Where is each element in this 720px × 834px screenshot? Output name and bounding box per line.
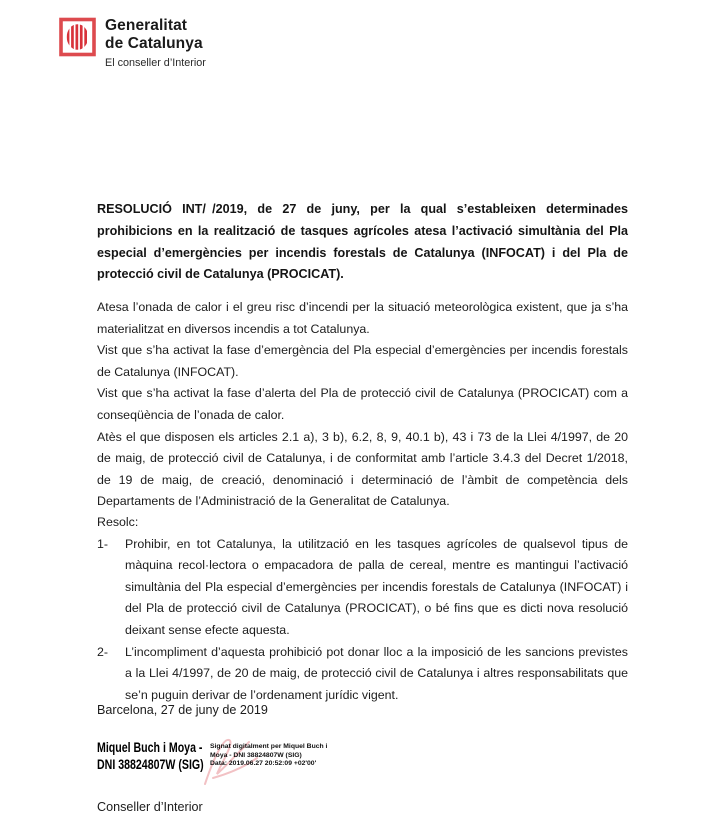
org-name-line2: de Catalunya	[105, 34, 203, 52]
signer-name-line2: DNI 38824807W (SIG)	[97, 756, 204, 772]
org-name-line1: Generalitat	[105, 17, 188, 34]
resolution-item-number: 2-	[97, 644, 109, 659]
resolution-item-1	[97, 534, 628, 642]
signer-name-line1: Miquel Buch i Moya -	[97, 740, 203, 755]
paragraph-ates-legal: Atès el que disposen els articles 2.1 a), 3 b), 6.2, 8, 9, 40.1 b), 43 i 73 de la Llei 4/1997, de 20 de maig, de protecció civil de Catalunya, i de conformitat amb l’article 3.4.3 del Decret 1/2018, de 19 de maig, de creació, denominació i determinació de l’àmbit de competència dels Departaments de l’Administració de la Generalitat de Catalunya.	[97, 429, 628, 509]
preamble	[97, 297, 628, 513]
resolution-item-2	[97, 642, 628, 707]
paragraph-vist-infocat: Vist que s’ha activat la fase d’emergència del Pla especial d’emergències per incendis forestals de Catalunya (INFOCAT).	[97, 343, 628, 379]
letterhead-text	[105, 17, 206, 69]
paragraph-atesa: Atesa l’onada de calor i el greu risc d’incendi per la situació meteorològica existent, que ja s’ha materialitzat en diversos incendis a tot Catalunya.	[97, 300, 628, 336]
resolution-title: RESOLUCIÓ INT/ /2019, de 27 de juny, per la qual s’estableixen determinades prohibicions en la realització de tasques agrícoles atesa l’activació simultània del Pla especial d’emergències per incendis forestals de Catalunya (INFOCAT) i del Pla de protecció civil de Catalunya (PROCICAT).	[97, 202, 628, 282]
resolution-item-number: 1-	[97, 536, 109, 551]
digital-signature-details	[210, 743, 360, 769]
digital-signature-line3: Data: 2019.06.27 20:52:09 +02'00'	[210, 760, 317, 768]
resolution-item-text: Prohibir, en tot Catalunya, la utilització en les tasques agrícoles de qualsevol tipus de màquina recol·lectora o empacadora de palla de cereal, mentre es mantingui l’activació simultània del Pla especial d’emergències per incendis forestals de Catalunya (INFOCAT) i del Pla de protecció civil de Catalunya (PROCICAT), o bé fins que es dicti nova resolució deixant sense efecte aquesta.	[125, 536, 628, 637]
digital-signature-line2: Moya - DNI 38824807W (SIG)	[210, 751, 302, 759]
resolutions-section	[97, 512, 628, 706]
signer-title: Conseller d’Interior	[97, 800, 203, 814]
signature-block	[97, 740, 437, 788]
digital-signature-line1: Signat digitalment per Miquel Buch i	[210, 743, 328, 750]
department-title: El conseller d’Interior	[105, 57, 206, 69]
letterhead	[59, 17, 206, 69]
resolution-item-text: L’incompliment d’aquesta prohibició pot donar lloc a la imposició de les sancions previstes a la Llei 4/1997, de 20 de maig, de protecció civil de Catalunya i altres responsabilitats que se’n puguin derivar de l’ordenament jurídic vigent.	[125, 644, 628, 702]
place-date-line: Barcelona, 27 de juny de 2019	[97, 703, 268, 717]
paragraph-vist-procicat: Vist que s’ha activat la fase d’alerta del Pla de protecció civil de Catalunya (PROCICAT) com a conseqüència de l’onada de calor.	[97, 386, 628, 422]
resolc-heading: Resolc:	[97, 515, 139, 529]
generalitat-coat-of-arms-icon	[59, 17, 96, 57]
